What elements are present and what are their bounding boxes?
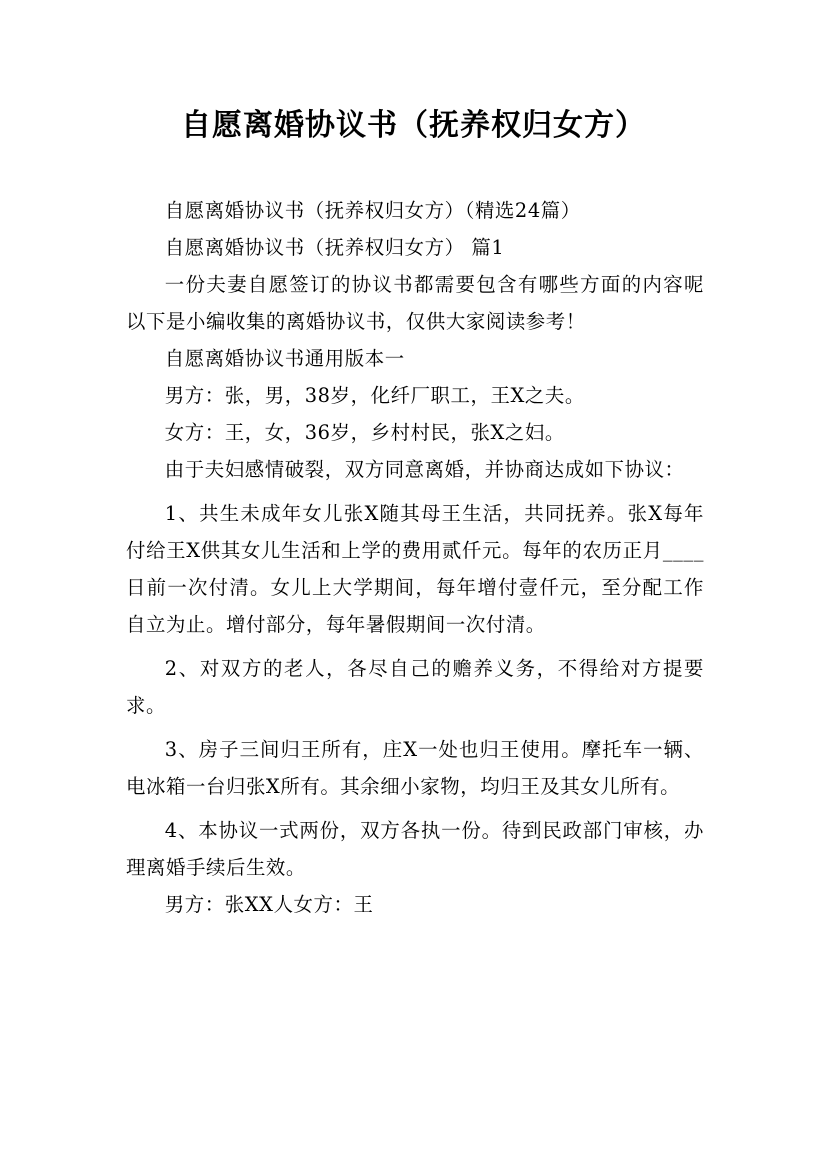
paragraph-version-heading: 自愿离婚协议书通用版本一 xyxy=(164,347,405,370)
paragraph-article-heading: 自愿离婚协议书（抚养权归女方） 篇1 xyxy=(164,236,505,259)
paragraph-intro: 一份夫妻自愿签订的协议书都需要包含有哪些方面的内容呢以下是小编收集的离婚协议书，仅供大家阅读参考！ xyxy=(126,273,704,333)
paragraph-husband-info: 男方：张，男，38岁，化纤厂职工，王X之夫。 xyxy=(164,384,585,407)
paragraph-signatures: 男方：张XX人女方：王 xyxy=(164,893,374,916)
paragraph-clause-3: 3、房子三间归王所有，庄X一处也归王使用。摩托车一辆、电冰箱一台归张X所有。其余细小家物，均归王及其女儿所有。 xyxy=(126,738,704,798)
paragraph-wife-info: 女方：王，女，36岁，乡村村民，张X之妇。 xyxy=(164,421,565,444)
paragraph-clause-4: 4、本协议一式两份，双方各执一份。待到民政部门审核，办理离婚手续后生效。 xyxy=(126,819,704,879)
paragraph-agreement-preamble: 由于夫妇感情破裂，双方同意离婚，并协商达成如下协议： xyxy=(164,458,685,481)
document-body xyxy=(126,192,704,923)
paragraph-clause-2: 2、对双方的老人，各尽自己的赡养义务，不得给对方提要求。 xyxy=(126,657,704,717)
paragraph-collection-title: 自愿离婚协议书（抚养权归女方）（精选24篇） xyxy=(164,199,581,222)
document-title: 自愿离婚协议书（抚养权归女方） xyxy=(181,108,646,143)
paragraph-clause-1: 1、共生未成年女儿张X随其母王生活，共同抚养。张X每年付给王X供其女儿生活和上学的费用贰仟元。每年的农历正月____日前一次付清。女儿上大学期间，每年增付壹仟元，至分配工作自立为止。增付部分，每年暑假期间一次付清。 xyxy=(126,502,704,636)
